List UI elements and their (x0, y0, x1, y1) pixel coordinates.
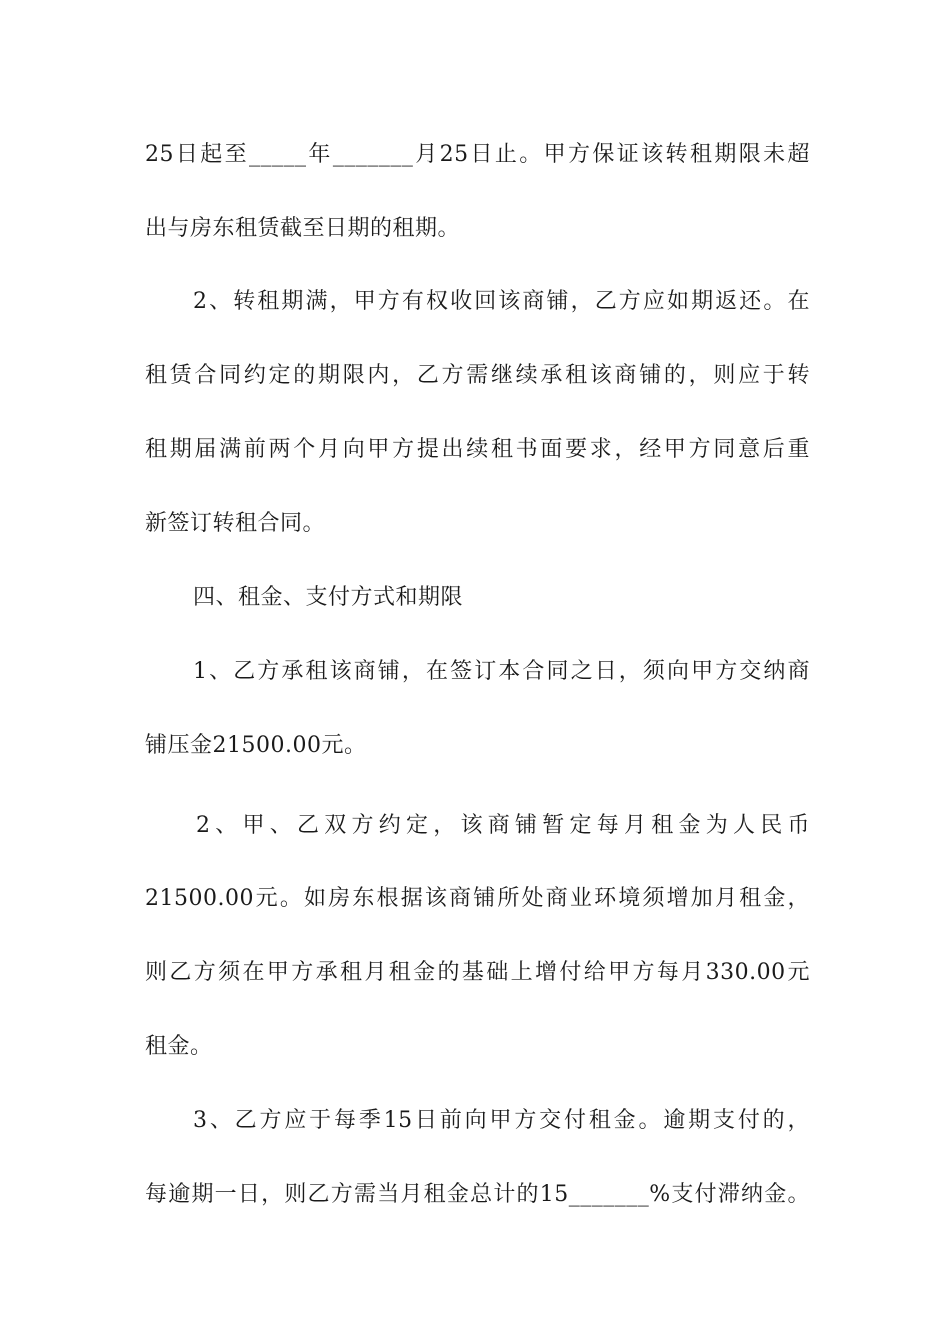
paragraph-line: 3、乙方应于每季15日前向甲方交付租金。逾期支付的， (193, 1108, 810, 1133)
paragraph-line: 2、甲、乙双方约定，该商铺暂定每月租金为人民币 (196, 813, 810, 838)
paragraph-line: 租金。 (145, 1034, 213, 1059)
paragraph-line: 2、转租期满，甲方有权收回该商铺，乙方应如期返还。在 (193, 289, 810, 314)
paragraph-line: 每逾期一日，则乙方需当月租金总计的15_______%支付滞纳金。 (145, 1182, 810, 1207)
paragraph-line: 1、乙方承租该商铺，在签订本合同之日，须向甲方交纳商 (193, 659, 810, 684)
section-heading: 四、租金、支付方式和期限 (193, 585, 464, 610)
paragraph-line: 出与房东租赁截至日期的租期。 (145, 216, 461, 241)
paragraph-line: 租赁合同约定的期限内，乙方需继续承租该商铺的，则应于转 (145, 363, 810, 388)
paragraph-line: 铺压金21500.00元。 (145, 733, 367, 758)
paragraph-line: 则乙方须在甲方承租月租金的基础上增付给甲方每月330.00元 (145, 960, 810, 985)
paragraph-line: 新签订转租合同。 (145, 511, 326, 536)
paragraph-line: 租期届满前两个月向甲方提出续租书面要求，经甲方同意后重 (145, 437, 810, 462)
paragraph-line: 25日起至_____年_______月25日止。甲方保证该转租期限未超 (145, 142, 810, 167)
paragraph-line: 21500.00元。如房东根据该商铺所处商业环境须增加月租金， (145, 886, 810, 911)
